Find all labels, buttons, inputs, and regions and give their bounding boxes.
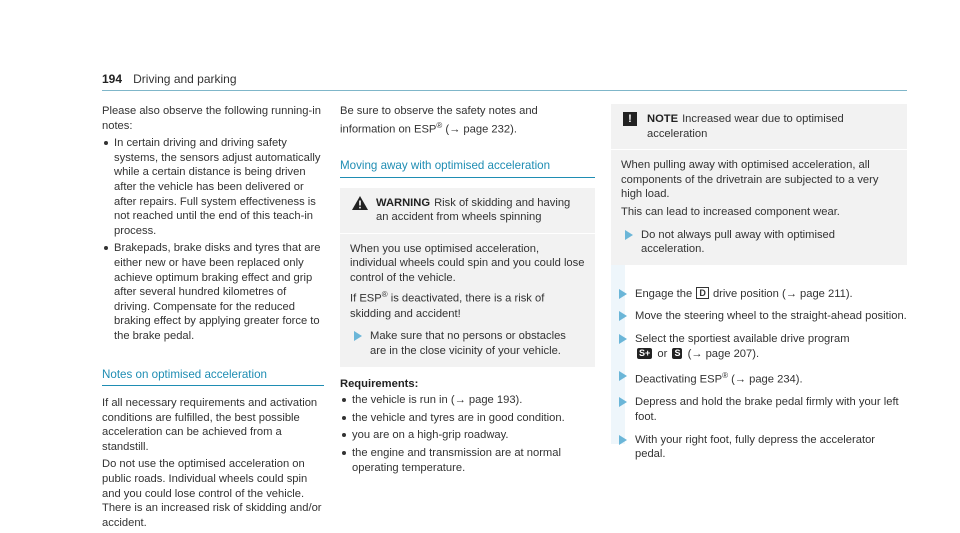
step-arrow-icon bbox=[619, 371, 627, 381]
step-arrow-icon bbox=[619, 311, 627, 321]
running-in-list bbox=[102, 136, 324, 343]
warning-box bbox=[340, 188, 595, 367]
warning-text: When you use optimised acceleration, individual wheels could spin and you could lose control of the vehicle. bbox=[350, 242, 585, 284]
section-name: Driving and parking bbox=[133, 72, 237, 86]
sport-plus-icon: S+ bbox=[639, 347, 651, 358]
list-item: the vehicle is run in (→ page 193). bbox=[340, 393, 595, 408]
step-item: Select the sportiest available drive program S+ or S (→ page 207). bbox=[611, 332, 907, 361]
notice-body bbox=[611, 150, 907, 265]
section-title-moving-away: Moving away with optimised acceleration bbox=[340, 159, 595, 178]
step-item: With your right foot, fully depress the accelerator pedal. bbox=[611, 433, 907, 462]
warning-triangle-icon bbox=[352, 196, 368, 210]
bullet-icon bbox=[342, 433, 346, 437]
notice-box bbox=[611, 104, 907, 265]
step-item: Engage the D drive position (→ page 211). bbox=[611, 287, 907, 302]
step-arrow-icon bbox=[619, 289, 627, 299]
steps-list bbox=[611, 287, 907, 462]
notice-title: Increased wear due to optimised acceleration bbox=[647, 113, 844, 140]
list-item: the engine and transmission are at normal operating temperature. bbox=[340, 446, 595, 475]
notice-header bbox=[611, 104, 907, 150]
safety-intro: Be sure to observe the safety notes and information on ESP® (→ page 232). bbox=[340, 105, 538, 136]
list-item: In certain driving and driving safety systems, the sensors adjust automatically while a certain distance is being driven after the vehicle has been delivered or after repairs. Full system effectiveness is not reached until the end of this teach-in process. bbox=[102, 136, 324, 238]
warning-body bbox=[340, 234, 595, 367]
notice-text: When pulling away with optimised acceleration, all components of the drivetrain are subjected to a very high load. bbox=[621, 159, 879, 201]
step-item: Deactivating ESP® (→ page 234). bbox=[611, 369, 907, 387]
step-item: Move the steering wheel to the straight-ahead position. bbox=[611, 309, 907, 324]
bullet-icon bbox=[104, 141, 108, 145]
requirements-title: Requirements: bbox=[340, 377, 419, 390]
warning-keyword: WARNING bbox=[376, 196, 431, 209]
list-item: Brakepads, brake disks and tyres that are either new or have been replaced only achieve optimum braking effect and grip after several hundred kilometres of driving. Compensate for the reduced braking effect by applying greater force to the brake pedal. bbox=[102, 241, 324, 343]
bullet-icon bbox=[342, 451, 346, 455]
sport-icon: S bbox=[674, 347, 681, 358]
paragraph: If all necessary requirements and activation conditions are fulfilled, the best possible acceleration can be achieved from a standstill. bbox=[102, 397, 318, 453]
notice-keyword: NOTE bbox=[647, 113, 679, 125]
warning-text: If ESP® is deactivated, there is a risk of skidding and accident! bbox=[350, 290, 545, 320]
column-left bbox=[102, 104, 324, 530]
running-in-intro: Please also observe the following running-in notes: bbox=[102, 105, 321, 132]
page-header bbox=[102, 72, 907, 91]
bullet-icon bbox=[342, 416, 346, 420]
action-arrow-icon bbox=[354, 331, 362, 341]
list-item: the vehicle and tyres are in good condition. bbox=[340, 411, 595, 426]
exclamation-icon: ! bbox=[623, 112, 637, 126]
column-right bbox=[611, 104, 907, 470]
notice-action: Do not always pull away with optimised acceleration. bbox=[621, 228, 897, 257]
warning-title: Risk of skidding and having an accident from wheels spinning bbox=[376, 196, 571, 224]
step-item: Depress and hold the brake pedal firmly with your left foot. bbox=[611, 395, 907, 424]
d-position-icon: D bbox=[696, 287, 709, 299]
column-middle bbox=[340, 104, 595, 478]
step-arrow-icon bbox=[619, 397, 627, 407]
action-arrow-icon bbox=[625, 230, 633, 240]
bullet-icon bbox=[104, 246, 108, 250]
bullet-icon bbox=[342, 398, 346, 402]
step-arrow-icon bbox=[619, 334, 627, 344]
list-item: you are on a high-grip roadway. bbox=[340, 428, 595, 443]
notice-text: This can lead to increased component wear. bbox=[621, 205, 840, 218]
requirements-list bbox=[340, 393, 595, 475]
page-number: 194 bbox=[102, 72, 123, 86]
paragraph: Do not use the optimised acceleration on public roads. Individual wheels could spin and you could lose control of the vehicle. There is an increased risk of skidding and/or accident. bbox=[102, 458, 322, 529]
warning-header bbox=[340, 188, 595, 234]
section-title-notes: Notes on optimised acceleration bbox=[102, 368, 324, 387]
step-arrow-icon bbox=[619, 435, 627, 445]
warning-action: Make sure that no persons or obstacles are in the close vicinity of your vehicle. bbox=[350, 329, 585, 358]
